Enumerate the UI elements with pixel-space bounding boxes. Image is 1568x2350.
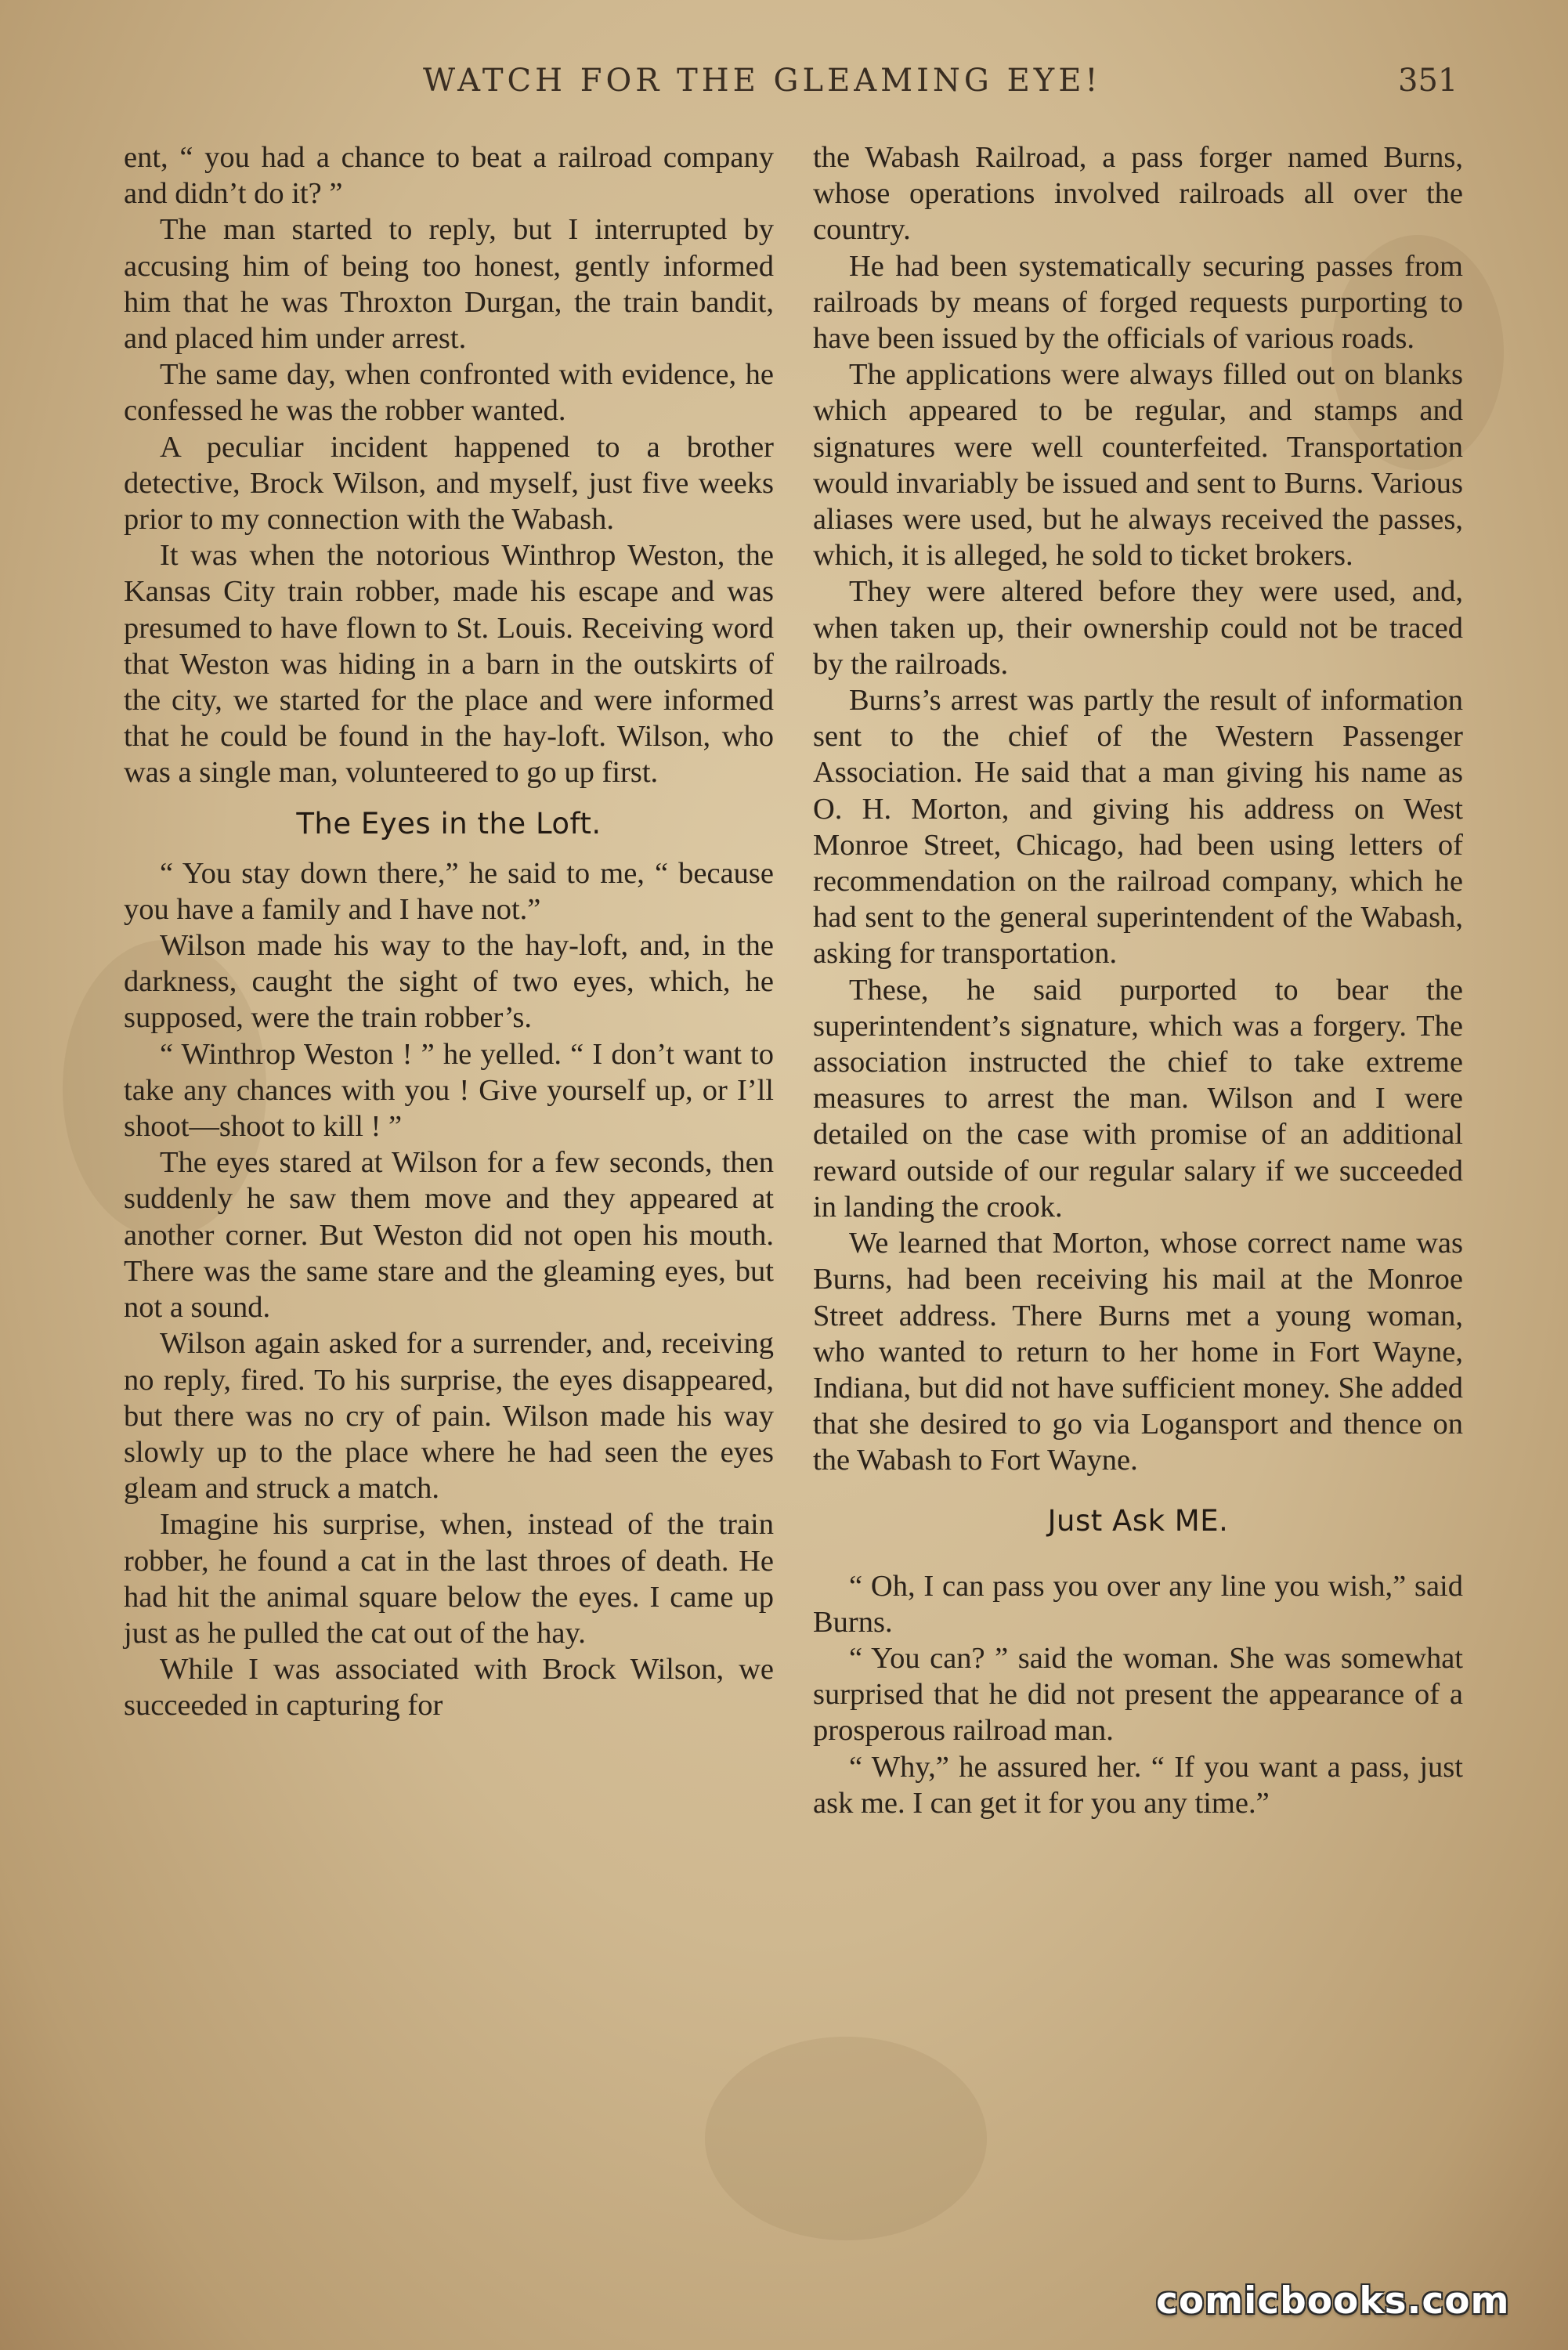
paragraph: “ Winthrop Weston ! ” he yelled. “ I don’t want to take any chances with you ! Give yourself up, or I’ll shoot—shoot to kill ! ” [124,1037,774,1144]
right-column [813,139,1463,1821]
paragraph: Wilson again asked for a surrender, and, receiving no reply, fired. To his surprise, the eyes disappeared, but there was no cry of pain. Wilson made his way slowly up to the place where he had seen the eyes gleam and struck a match. [124,1327,774,1506]
paragraph: The eyes stared at Wilson for a few seconds, then suddenly he saw them move and they appeared at another corner. But Weston did not open his mouth. There was the same stare and the gleaming eyes, but not a sound. [124,1146,774,1325]
paragraph: “ You stay down there,” he said to me, “ because you have a family and I have not.” [124,856,774,926]
running-head [0,63,1568,110]
paragraph: We learned that Morton, whose correct name was Burns, had been receiving his mail at the Monroe Street address. There Burns met a young woman, who wanted to return to her home in Fort Wayne, Indiana, but did not have sufficient money. She added that she desired to go via Logansport and thence on the Wabash to Fort Wayne. [813,1227,1463,1477]
paragraph: A peculiar incident happened to a brother detective, Brock Wilson, and myself, just five weeks prior to my connection with the Wabash. [124,430,774,537]
paragraph: The applications were always filled out on blanks which appeared to be regular, and stamps and signatures were well counterfeited. Transportation would invariably be issued and sent to Burns. Various aliases were used, but he always received the passes, which, it is alleged, he sold to ticket brokers. [813,358,1463,573]
paper-stain [705,2037,987,2240]
paragraph: They were altered before they were used, and, when taken up, their ownership could not be traced by the railroads. [813,575,1463,681]
paragraph: the Wabash Railroad, a pass forger named Burns, whose operations involved railroads all over the country. [813,141,1463,247]
paragraph: He had been systematically securing passes from railroads by means of forged requests purporting to have been issued by the officials of various roads. [813,249,1463,356]
paragraph: Wilson made his way to the hay-loft, and, in the darkness, caught the sight of two eyes, which, he supposed, were the train robber’s. [124,929,774,1035]
section-heading: The Eyes in the Loft. [296,806,602,841]
site-watermark: comicbooks.com [1156,2280,1510,2323]
page-title: WATCH FOR THE GLEAMING EYE! [423,63,1102,99]
paragraph: Burns’s arrest was partly the result of information sent to the chief of the Western Passenger Association. He said that a man giving his name as O. H. Morton, and giving his address on West Monroe Street, Chicago, had been using letters of recommendation on the railroad company, which he had sent to the general superintendent of the Wabash, asking for transportation. [813,684,1463,971]
section-heading: Just Ask ME. [1047,1503,1229,1538]
paragraph: These, he said purported to bear the superintendent’s signature, which was a forgery. The association instructed the chief to take extreme measures to arrest the man. Wilson and I were detailed on the case with promise of an additional reward outside of our regular salary if we succeeded in landing the crook. [813,973,1463,1224]
page-number: 351 [1398,63,1458,99]
paragraph: ent, “ you had a chance to beat a railroad company and didn’t do it? ” [124,141,774,211]
paragraph: The same day, when confronted with evidence, he confessed he was the robber wanted. [124,358,774,428]
paragraph: The man started to reply, but I interrupted by accusing him of being too honest, gently informed him that he was Throxton Durgan, the train bandit, and placed him under arrest. [124,213,774,356]
paragraph: “ Why,” he assured her. “ If you want a pass, just ask me. I can get it for you any time.” [813,1750,1463,1820]
paragraph: It was when the notorious Winthrop Weston, the Kansas City train robber, made his escape and was presumed to have flown to St. Louis. Receiving word that Weston was hiding in a barn in the outskirts of the city, we started for the place and were informed that he could be found in the hay-loft. Wilson, who was a single man, volunteered to go up first. [124,539,774,790]
left-column [124,139,774,1724]
paragraph: Imagine his surprise, when, instead of the train robber, he found a cat in the last throes of death. He had hit the animal square below the eyes. I came up just as he pulled the cat out of the hay. [124,1508,774,1650]
paragraph: While I was associated with Brock Wilson, we succeeded in capturing for [124,1653,774,1723]
paragraph: “ You can? ” said the woman. She was somewhat surprised that he did not present the appearance of a prosperous railroad man. [813,1641,1463,1748]
paragraph: “ Oh, I can pass you over any line you wish,” said Burns. [813,1569,1463,1639]
